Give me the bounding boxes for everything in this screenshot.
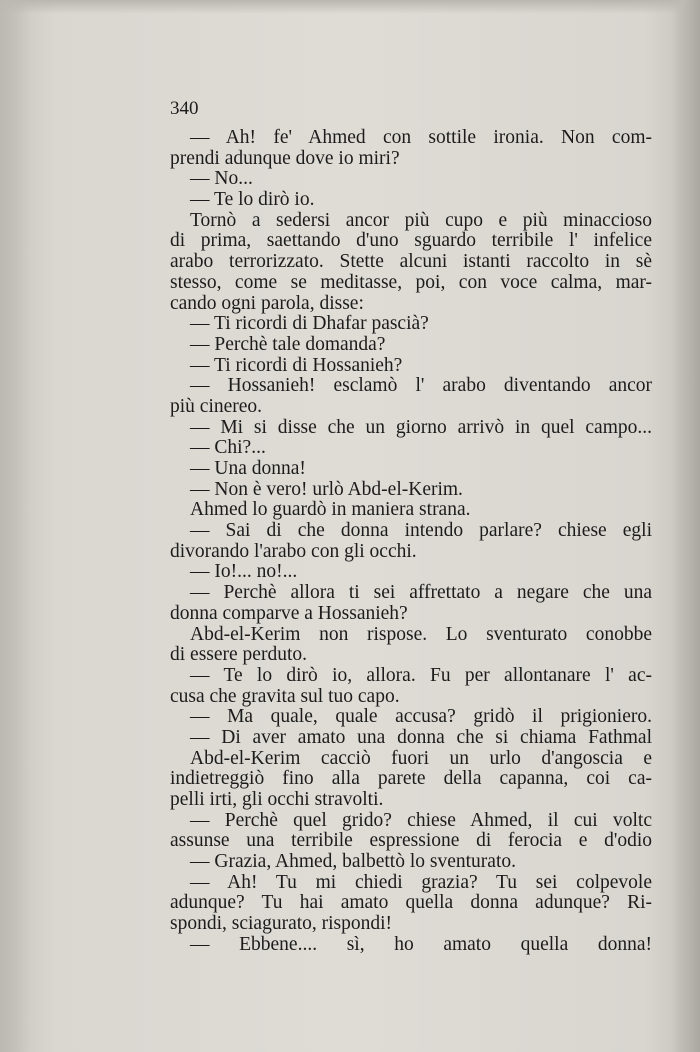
text-line: spondi, sciagurato, rispondi! [170, 913, 393, 935]
page-number: 340 [170, 98, 199, 119]
text-line: — Sai di che donna intendo parlare? chiese egli [190, 520, 652, 542]
page-right-edge [672, 0, 700, 1052]
text-line: — Perchè quel grido? chiese Ahmed, il cui voltc [190, 809, 652, 831]
text-line: di essere perduto. [170, 644, 307, 666]
text-line: arabo terrorizzato. Stette alcuni istanti raccolto in sè [170, 251, 652, 273]
text-line: indietreggiò fino alla parete della capanna, coi ca- [170, 768, 652, 790]
text-line: — Ti ricordi di Dhafar pascià? [190, 313, 429, 335]
text-line: — Mi si disse che un giorno arrivò in quel campo... [190, 416, 652, 438]
body-text [170, 128, 652, 956]
text-line: — Ah! fe' Ahmed con sottile ironia. Non com- [190, 127, 652, 148]
text-line: Tornò a sedersi ancor più cupo e più minaccioso [190, 209, 652, 231]
text-line: Abd-el-Kerim cacciò fuori un urlo d'angoscia e [190, 747, 652, 769]
page-top-shadow [0, 0, 700, 14]
text-line: — Chi?... [190, 437, 266, 459]
text-line: pelli irti, gli occhi stravolti. [170, 789, 384, 810]
text-line: — Di aver amato una donna che si chiama Fathmal [190, 726, 652, 748]
text-line: — Non è vero! urlò Abd-el-Kerim. [190, 478, 463, 500]
text-line: cando ogni parola, disse: [170, 292, 364, 314]
text-line: di prima, saettando d'uno sguardo terribile l' infelice [170, 230, 652, 252]
page-left-shadow [0, 0, 30, 1052]
text-line: — Ma quale, quale accusa? gridò il prigioniero. [190, 706, 652, 728]
text-line: stesso, come se meditasse, poi, con voce calma, mar- [170, 271, 652, 293]
text-line: adunque? Tu hai amato quella donna adunque? Ri- [170, 892, 652, 914]
text-line: — Una donna! [190, 458, 306, 479]
text-line: prendi adunque dove io miri? [170, 147, 400, 169]
text-line: donna comparve a Hossanieh? [170, 602, 408, 624]
text-line: — Io!... no!... [190, 561, 298, 583]
text-line: — Ah! Tu mi chiedi grazia? Tu sei colpevole [190, 871, 652, 893]
text-line: assunse una terribile espressione di ferocia e d'odio [170, 830, 652, 852]
text-line: — Grazia, Ahmed, balbettò lo sventurato. [190, 851, 516, 873]
text-line: divorando l'arabo con gli occhi. [170, 540, 417, 562]
text-line: — No... [190, 168, 253, 190]
text-line: — Perchè allora ti sei affrettato a negare che una [190, 582, 652, 604]
text-line: — Ebbene.... sì, ho amato quella donna! [190, 933, 652, 955]
text-line: — Hossanieh! esclamò l' arabo diventando ancor [190, 375, 652, 397]
text-line: Ahmed lo guardò in maniera strana. [190, 499, 471, 521]
text-line: — Ti ricordi di Hossanieh? [190, 354, 403, 376]
text-line: — Te lo dirò io. [190, 189, 315, 211]
text-line: Abd-el-Kerim non rispose. Lo sventurato conobbe [190, 623, 652, 645]
text-line: — Te lo dirò io, allora. Fu per allontanare l' ac- [190, 664, 652, 686]
text-line: — Perchè tale domanda? [190, 333, 386, 355]
text-line: più cinereo. [170, 395, 263, 417]
text-line: cusa che gravita sul tuo capo. [170, 685, 400, 707]
